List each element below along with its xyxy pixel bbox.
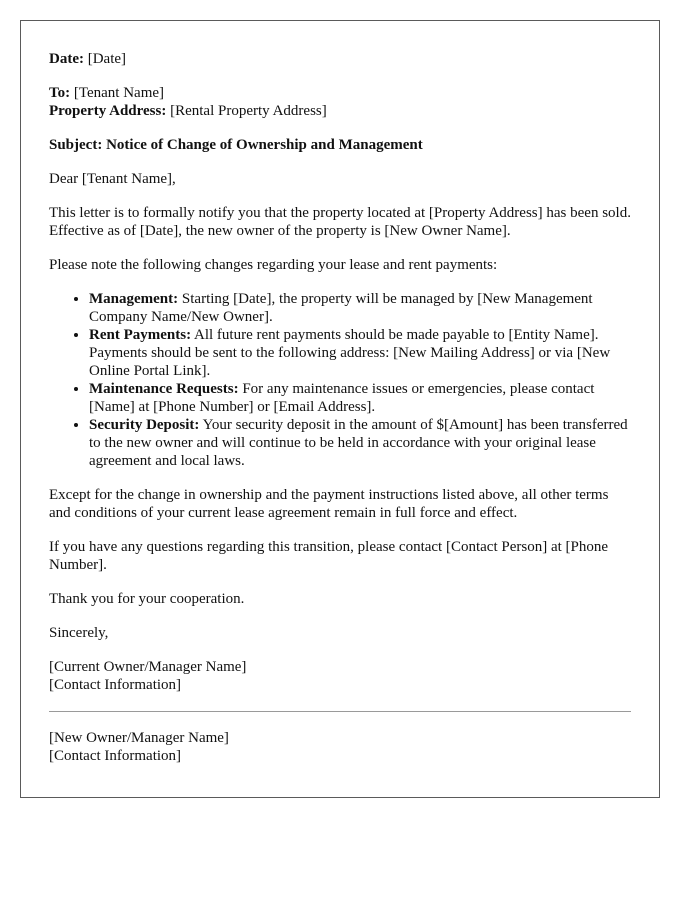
date-line <box>49 50 631 68</box>
property-address-line <box>49 102 631 120</box>
change-text: Starting [Date], the property will be managed by [New Management Company Name/New Owner]. <box>89 291 593 325</box>
intro-paragraph: This letter is to formally notify you that the property located at [Property Address] has been sold. Effective as of [Date], the new owner of the property is [New Owner Name]. <box>49 205 631 239</box>
to-label: To: <box>49 85 71 101</box>
current-owner-signature <box>49 658 631 694</box>
closing: Sincerely, <box>49 625 109 641</box>
subject-text: Subject: Notice of Change of Ownership and Management <box>49 137 423 153</box>
unchanged-terms-paragraph: Except for the change in ownership and the payment instructions listed above, all other terms and conditions of your current lease agreement remain in full force and effect. <box>49 487 609 521</box>
list-item <box>89 380 631 416</box>
list-intro-paragraph: Please note the following changes regarding your lease and rent payments: <box>49 257 498 273</box>
property-address-label: Property Address: <box>49 103 167 119</box>
change-label: Maintenance Requests: <box>89 381 239 397</box>
change-label: Security Deposit: <box>89 417 200 433</box>
date-value: [Date] <box>87 51 127 67</box>
date-label: Date: <box>49 51 84 67</box>
list-item <box>89 326 631 380</box>
property-address-value: [Rental Property Address] <box>170 103 327 119</box>
new-owner-signature <box>49 729 631 765</box>
change-text: All future rent payments should be made payable to [Entity Name]. Payments should be sent to the following address: [New Mailing Address] or via [New Online Portal Link]. <box>89 327 611 379</box>
subject-line <box>49 136 631 154</box>
signature-divider <box>49 711 631 712</box>
change-label: Rent Payments: <box>89 327 192 343</box>
new-owner-name: [New Owner/Manager Name] <box>49 730 229 746</box>
current-owner-contact: [Contact Information] <box>49 677 182 693</box>
salutation: Dear [Tenant Name], <box>49 171 176 187</box>
recipient-line <box>49 84 631 102</box>
thanks-paragraph: Thank you for your cooperation. <box>49 591 245 607</box>
change-label: Management: <box>89 291 179 307</box>
questions-paragraph: If you have any questions regarding this transition, please contact [Contact Person] at [Phone Number]. <box>49 539 609 573</box>
to-value: [Tenant Name] <box>73 85 165 101</box>
changes-list <box>49 290 631 470</box>
list-item <box>89 416 631 470</box>
change-text: For any maintenance issues or emergencies, please contact [Name] at [Phone Number] or [Email Address]. <box>89 381 595 415</box>
current-owner-name: [Current Owner/Manager Name] <box>49 659 247 675</box>
change-text: Your security deposit in the amount of $[Amount] has been transferred to the new owner and will continue to be held in accordance with your original lease agreement and local laws. <box>89 417 628 469</box>
new-owner-contact: [Contact Information] <box>49 748 182 764</box>
list-item <box>89 290 631 326</box>
letter-page <box>20 20 660 798</box>
